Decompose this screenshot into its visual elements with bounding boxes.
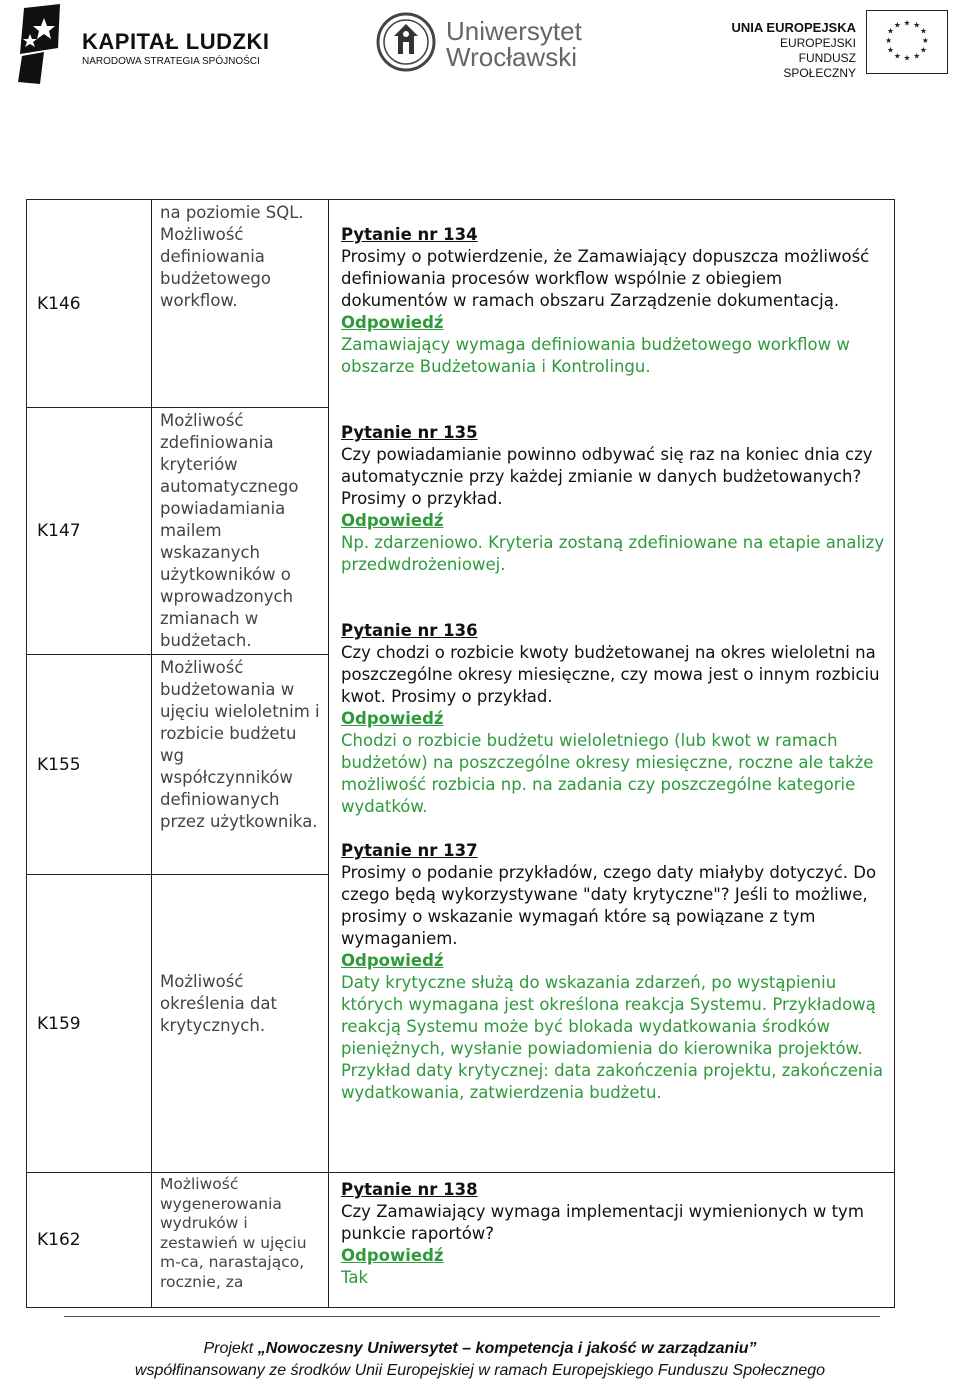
- question-body: Prosimy o potwierdzenie, że Zamawiający dopuszcza możliwość definiowania procesów workflow wspólnie z obiegiem dokumentów w ramach obszaru Zarządzenie dokumentacją.: [341, 247, 870, 310]
- answer-body: Np. zdarzeniowo. Kryteria zostaną zdefiniowane na etapie analizy przedwdrożeniowej.: [341, 533, 885, 574]
- qa-cell: [329, 1173, 895, 1308]
- kapital-ludzki-title: KAPITAŁ LUDZKI: [82, 29, 270, 54]
- requirement-description: Możliwość budżetowania w ujęciu wieloletnim i rozbicie budżetu wg współczynników definiowanych przez użytkownika.: [152, 655, 329, 875]
- svg-text:★: ★: [919, 26, 927, 36]
- requirement-code: K159: [27, 875, 152, 1173]
- question-body: Czy chodzi o rozbicie kwoty budżetowanej na okres wieloletni na poszczególne okresy miesięczne, czy mowa jest o innym rozbiciu kwot. Prosimy o przykład.: [341, 643, 880, 706]
- answer-label: Odpowiedź: [341, 709, 444, 728]
- qa-cell: [329, 200, 895, 1173]
- requirement-description: Możliwość zdefiniowania kryteriów automatycznego powiadamiania mailem wskazanych użytkowników o wprowadzonych zmianach w budżetach.: [152, 408, 329, 655]
- svg-text:★: ★: [887, 26, 895, 36]
- svg-text:★: ★: [887, 45, 895, 55]
- answer-label: Odpowiedź: [341, 313, 444, 332]
- svg-text:★: ★: [921, 35, 929, 45]
- svg-text:★: ★: [919, 45, 927, 55]
- requirement-code: K147: [27, 408, 152, 655]
- requirement-description-text: na poziomie SQL. Możliwość definiowania budżetowego workflow.: [160, 203, 304, 310]
- answer-body: Tak: [341, 1268, 369, 1287]
- footer: [0, 1338, 960, 1382]
- requirement-code: K146: [27, 200, 152, 408]
- answer-label: Odpowiedź: [341, 951, 444, 970]
- kapital-ludzki-logo: [14, 4, 62, 84]
- answer-body: Daty krytyczne służą do wskazania zdarzeń, po wystąpieniu których wymagana jest określona reakcja Systemu. Przykładową reakcją Systemu może być blokada wydatkowania środków pieniężnych, wysłanie powiadomienia do kierownika projektów. Przykład daty krytycznej: data zakończenia projektu, zakończenia wydatkowania, zatwierdzenia budżetu.: [341, 973, 884, 1102]
- question-title: Pytanie nr 136: [341, 621, 478, 640]
- footer-project-prefix: Projekt: [203, 1340, 258, 1357]
- question-body: Prosimy o podanie przykładów, czego daty miałyby dotyczyć. Do czego będą wykorzystywane "daty krytyczne"? Jeśli to możliwe, prosimy o wskazanie wymagań które są powiązane z tym wymaganiem.: [341, 863, 877, 948]
- university-name-line2: Wrocławski: [446, 42, 577, 72]
- question-title: Pytanie nr 137: [341, 841, 478, 860]
- svg-text:★: ★: [913, 51, 921, 61]
- requirement-code: K162: [27, 1173, 152, 1308]
- eu-label-line3: FUNDUSZ SPOŁECZNY: [783, 51, 856, 80]
- university-emblem: [376, 6, 436, 78]
- requirement-description: [152, 875, 329, 1173]
- question-body: Czy Zamawiający wymaga implementacji wymienionych w tym punkcie raportów?: [341, 1202, 864, 1243]
- answer-label: Odpowiedź: [341, 1246, 444, 1265]
- svg-text:★: ★: [903, 53, 911, 63]
- footer-line2: współfinansowany ze środków Unii Europejskiej w ramach Europejskiego Funduszu Społecznego: [134, 1362, 826, 1379]
- table-row: [27, 200, 895, 408]
- requirement-code: K155: [27, 655, 152, 875]
- svg-text:★: ★: [913, 20, 921, 30]
- eu-flag-icon: [866, 10, 948, 74]
- answer-label: Odpowiedź: [341, 511, 444, 530]
- answer-body: Chodzi o rozbicie budżetu wieloletniego (lub kwot w ramach budżetów) na poszczególne okresy miesięczne, roczne ale także możliwość rozbicia np. na zadania czy poszczególne kategorie wydatków.: [341, 731, 874, 816]
- question-title: Pytanie nr 134: [341, 225, 478, 244]
- footer-divider: [64, 1316, 880, 1317]
- footer-line1: [0, 1338, 960, 1360]
- header-logos: [0, 0, 960, 95]
- svg-text:★: ★: [893, 51, 901, 61]
- footer-project-name: „Nowoczesny Uniwersytet – kompetencja i jakość w zarządzaniu”: [257, 1340, 757, 1357]
- eu-label-line1: UNIA EUROPEJSKA: [731, 20, 856, 35]
- kapital-ludzki-subtitle: NARODOWA STRATEGIA SPÓJNOŚCI: [82, 56, 260, 67]
- question-title: Pytanie nr 138: [341, 1180, 478, 1199]
- requirements-table: [26, 199, 895, 1308]
- table-row: [27, 1173, 895, 1308]
- question-title: Pytanie nr 135: [341, 423, 478, 442]
- svg-text:★: ★: [893, 20, 901, 30]
- svg-text:★: ★: [903, 18, 911, 28]
- requirement-description: Możliwość wygenerowania wydruków i zestawień w ujęciu m-ca, narastająco, rocznie, za: [152, 1173, 329, 1308]
- question-body: Czy powiadamianie powinno odbywać się raz na koniec dnia czy automatycznie przy każdej zmianie w danych budżetowanych? Prosimy o przykład.: [341, 445, 873, 508]
- university-name-line1: Uniwersytet: [446, 16, 582, 46]
- answer-body: Zamawiający wymaga definiowania budżetowego workflow w obszarze Budżetowania i Kontrolingu.: [341, 335, 850, 376]
- requirement-description: [152, 200, 329, 408]
- requirement-description-text: Możliwość określenia dat krytycznych.: [160, 971, 278, 1035]
- svg-text:★: ★: [885, 35, 893, 45]
- eu-label-line2: EUROPEJSKI: [779, 36, 856, 50]
